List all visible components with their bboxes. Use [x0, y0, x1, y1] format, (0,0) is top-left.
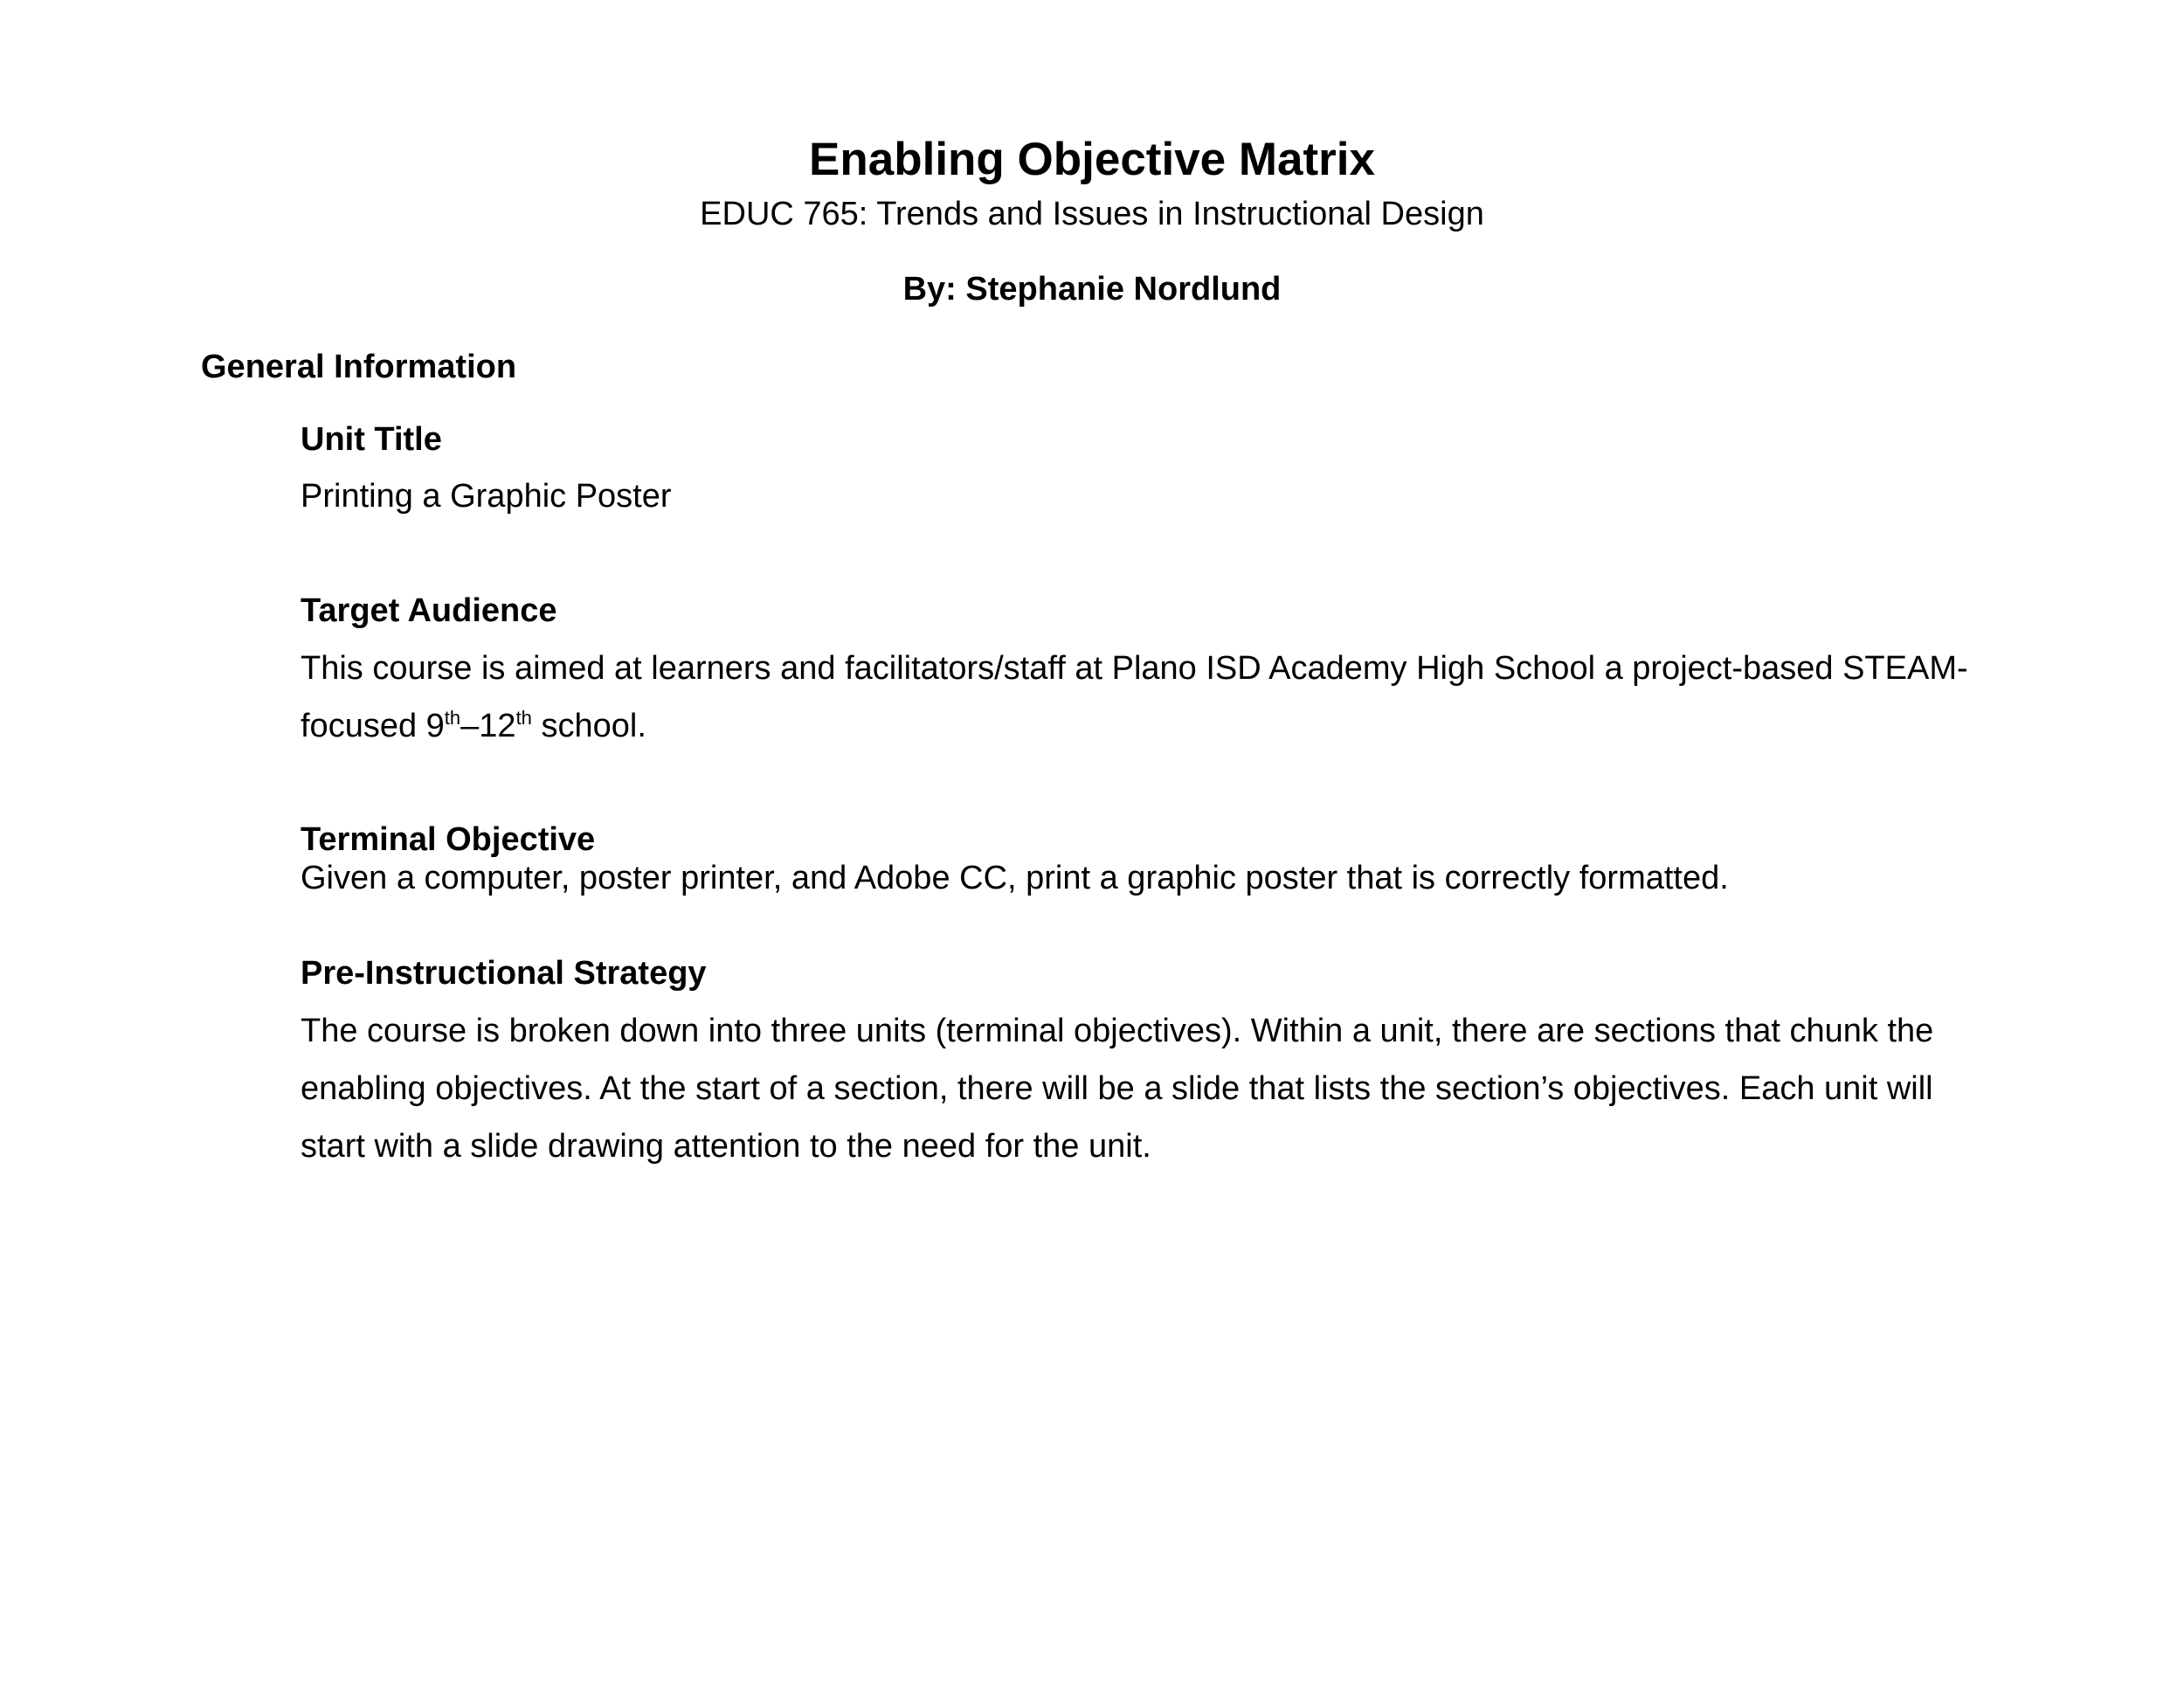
general-information-heading: General Information	[201, 349, 517, 385]
pre-instructional-strategy-line-3: start with a slide drawing attention to the need for the unit.	[301, 1128, 1151, 1165]
target-audience-suffix: school.	[531, 708, 646, 744]
terminal-objective-value: Given a computer, poster printer, and Adobe CC, print a graphic poster that is correctly formatted.	[301, 860, 1729, 896]
unit-title-value: Printing a Graphic Poster	[301, 478, 672, 515]
unit-title-label: Unit Title	[301, 421, 442, 458]
target-audience-line-1: This course is aimed at learners and facilitators/staff at Plano ISD Academy High School a project-based STEAM-	[301, 650, 1968, 687]
pre-instructional-strategy-label: Pre-Instructional Strategy	[301, 955, 707, 992]
terminal-objective-label: Terminal Objective	[301, 821, 596, 858]
target-audience-label: Target Audience	[301, 592, 557, 629]
course-subtitle: EDUC 765: Trends and Issues in Instructional Design	[700, 196, 1484, 232]
ordinal-superscript: th	[515, 707, 532, 729]
author-line: By: Stephanie Nordlund	[902, 271, 1282, 308]
target-audience-line-2	[301, 706, 646, 746]
pre-instructional-strategy-line-1: The course is broken down into three units (terminal objectives). Within a unit, there are sections that chunk the	[301, 1013, 1934, 1049]
ordinal-superscript: th	[444, 707, 461, 729]
grade-range-text: –12	[460, 708, 516, 744]
document-title: Enabling Objective Matrix	[809, 134, 1375, 185]
target-audience-prefix: focused 9	[301, 708, 445, 744]
pre-instructional-strategy-line-2: enabling objectives. At the start of a section, there will be a slide that lists the section’s objectives. Each unit will	[301, 1070, 1933, 1107]
